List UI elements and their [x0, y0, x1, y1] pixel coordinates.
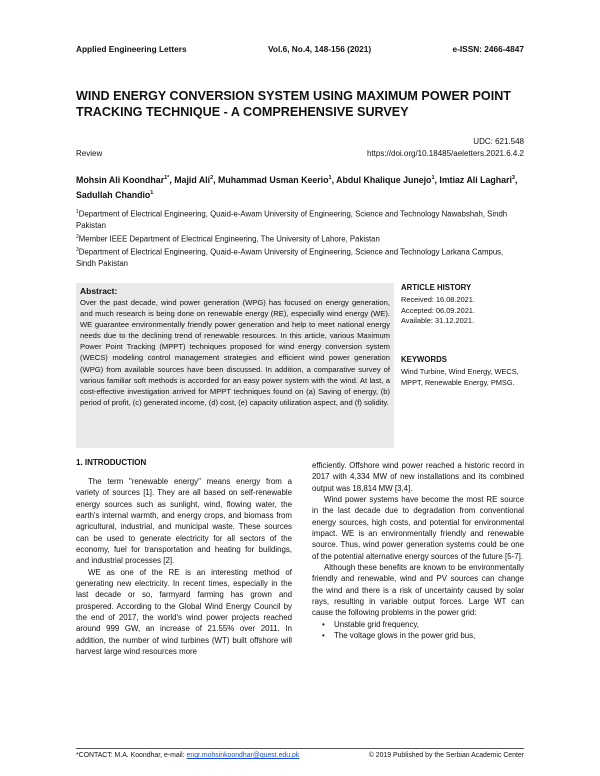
right-column: [312, 460, 524, 642]
copyright: © 2019 Published by the Serbian Academic Center: [368, 752, 524, 759]
contact-line: *CONTACT: M.A. Koondhar, e-mail: engr.mohsinkoondhar@quest.edu.pk: [76, 752, 300, 759]
left-column: [76, 476, 292, 658]
author: Sadullah Chandio$^1$: [76, 189, 154, 200]
abstract-text: Over the past decade, wind power generation (WPG) has focused on energy generation, and much research is being done on renewable energy (RE), especially wind energy (WE). WE guarantee environmentally friendly power generation and help to meet national energy needs due to the declining trend of renewable resources. In this article, various Maximum Power Point Tracking (MPPT) techniques proposed for wind energy conversion system (WECS) modeling control management strategies and efficient wind power generation (WPG) from available sources have been discussed. In addition, a comparative survey of various familiar soft methods is accorded for an easy power system with the wind. At last, a cost-effective investigation arrived for MPPT techniques found on (a) Saving of energy, (b) period of profit, (c) generated income, (d) cost, (e) capacity utilization aspect, and (f) solidity.: [80, 298, 390, 407]
page-footer: [76, 752, 524, 759]
bullet-icon: •: [322, 619, 325, 629]
paragraph: The term "renewable energy" means energy from a variety of sources [1]. They are all based on self-renewable energy sources such as sunlight, wind, flowing water, the earth's internal warmth, and energy crops, and biomass from agricultural, industrial, and municipal waste. These sources can be used to generate electricity for all sectors of the economy, fuel for transportation and heating for buildings, and industrial processes [2].: [76, 477, 292, 566]
author: Majid Ali$^2$,: [174, 174, 219, 185]
affiliation-list: [76, 207, 524, 269]
abstract-box: [76, 283, 394, 448]
keywords-heading: KEYWORDS: [401, 355, 447, 365]
received-date: Received: 16.08.2021.: [401, 294, 475, 304]
author: Mohsin Ali Koondhar$^{1*}$,: [76, 174, 175, 185]
journal-volume: Vol.6, No.4, 148-156 (2021): [267, 44, 372, 54]
introduction-heading: 1. INTRODUCTION: [76, 458, 147, 467]
paper-title: WIND ENERGY CONVERSION SYSTEM USING MAXIMUM POWER POINT TRACKING TECHNIQUE - A COMPREHENSIVE SURVEY: [76, 89, 511, 119]
problem-list: [312, 619, 524, 642]
contact-email-link[interactable]: engr.mohsinkoondhar@quest.edu.pk: [186, 752, 300, 759]
udc-code: UDC: 621.548: [473, 137, 524, 146]
paragraph: efficiently. Offshore wind power reached a historic record in 2017 with 4,334 MW of new installations and its combined output was 18,814 MW [3,4].: [312, 461, 524, 493]
list-item: • The voltage glows in the power grid bus,: [322, 631, 476, 641]
article-sidebar: [401, 283, 523, 389]
available-date: Available: 31.12.2021.: [401, 316, 475, 326]
paragraph: Wind power systems have become the most RE source in the last decade due to degradation from conventional energy sources, high costs, and potential for environmental impact. WE is an environmentally friendly and renewable source. Thus, wind power generation systems could be one of the potential alternative energy sources of the future [5-7].: [312, 495, 524, 561]
bullet-icon: •: [322, 631, 325, 641]
article-type: Review: [76, 149, 103, 158]
paragraph: Although these benefits are known to be environmentally friendly and renewable, wind and PV sources can change the wind and there is a risk of uncertainty caused by solar rays, resulting in variable output forces. Large WT can cause the following problems in the power grid:: [312, 563, 524, 618]
journal-name: Applied Engineering Letters: [76, 44, 187, 54]
affiliation: $^2$Member IEEE Department of Electrical Engineering, The University of Lahore, Pakistan: [76, 233, 380, 244]
keywords-text: Wind Turbine, Wind Energy, WECS, MPPT, Renewable Energy, PMSG.: [401, 366, 519, 387]
journal-issn: e-ISSN: 2466-4847: [452, 44, 524, 54]
affiliation: $^1$Department of Electrical Engineering, Quaid-e-Awam University of Engineering, Science and Technology Nawabshah, Sindh Pakistan: [76, 209, 508, 231]
author-list: [76, 172, 524, 202]
paragraph: WE as one of the RE is an interesting method of generating new electricity. In recent times, especially in the last decade or so, farmyard farming has grown and prospered. According to the Global Wind Energy Council by the end of 2017, the world's wind power projects reached around 999 GW, an increase of 21.55% over 2011. In addition, the number of wind turbines (WT) built offshore will harvest large wind resources more: [76, 567, 292, 657]
affiliation: $^3$Department of Electrical Engineering, Quaid-e-Awam University of Engineering, Science and Technology Larkana Campus, Sindh Pakistan: [76, 246, 504, 268]
doi-link[interactable]: https://doi.org/10.18485/aeletters.2021.6.4.2: [366, 149, 524, 158]
article-meta: [76, 136, 524, 160]
article-history-heading: ARTICLE HISTORY: [401, 283, 472, 292]
author: Imtiaz Ali Laghari$^3$,: [439, 174, 518, 185]
journal-header: [76, 44, 524, 54]
footer-divider: [76, 748, 524, 749]
author: Abdul Khalique Junejo$^1$,: [336, 174, 440, 185]
list-item: • Unstable grid frequency,: [322, 619, 419, 629]
accepted-date: Accepted: 06.09.2021.: [401, 305, 475, 315]
abstract-heading: Abstract:: [80, 286, 118, 296]
author: Muhammad Usman Keerio$^1$,: [218, 174, 337, 185]
